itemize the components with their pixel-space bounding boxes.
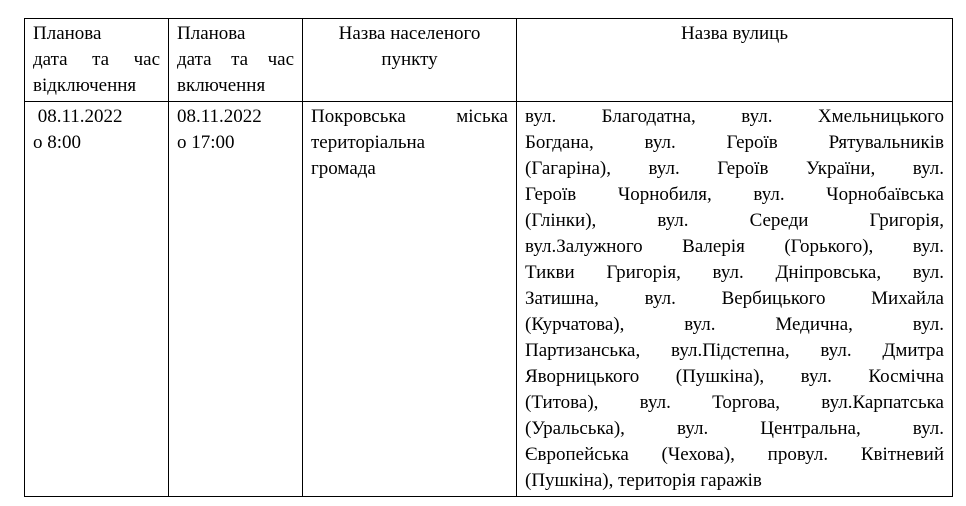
header-streets — [517, 19, 953, 102]
street-line: Яворницького (Пушкіна), вул. Космічна — [525, 366, 944, 387]
cell-settlement-line: Покровська міська — [311, 106, 508, 127]
header-on-datetime — [169, 19, 303, 102]
header-streets-line: Назва вулиць — [680, 23, 789, 44]
header-settlement — [303, 19, 517, 102]
street-line: (Пушкіна), територія гаражів — [525, 470, 762, 491]
street-line: вул. Благодатна, вул. Хмельницького — [525, 106, 944, 127]
header-off-line: Планова — [33, 23, 102, 44]
header-settlement-line: Назва населеного — [338, 23, 481, 44]
cell-on-date: 08.11.2022 — [177, 106, 262, 127]
street-line: вул.Залужного Валерія (Горького), вул. — [525, 236, 944, 257]
street-line: Партизанська, вул.Підстепна, вул. Дмитра — [525, 340, 944, 361]
street-line: (Курчатова), вул. Медична, вул. — [525, 314, 944, 335]
header-off-line: дата та час — [33, 49, 160, 70]
header-on-line: Планова — [177, 23, 246, 44]
street-line: (Гагаріна), вул. Героїв України, вул. — [525, 158, 944, 179]
cell-settlement-line: територіальна — [311, 132, 426, 153]
street-line: Затишна, вул. Вербицького Михайла — [525, 288, 944, 309]
street-line: (Уральська), вул. Центральна, вул. — [525, 418, 944, 439]
header-on-line: дата та час — [177, 49, 294, 70]
outage-schedule-table — [24, 18, 953, 497]
street-line: (Глінки), вул. Середи Григорія, — [525, 210, 944, 231]
table-row — [25, 102, 953, 497]
table-header-row — [25, 19, 953, 102]
street-line: Богдана, вул. Героїв Рятувальників — [525, 132, 944, 153]
header-off-line: відключення — [33, 75, 137, 96]
cell-off-time: о 8:00 — [33, 132, 82, 153]
cell-settlement — [303, 102, 517, 497]
header-settlement-line: пункту — [381, 49, 438, 70]
cell-on-datetime — [169, 102, 303, 497]
cell-streets — [517, 102, 953, 497]
cell-off-date: 08.11.2022 — [33, 106, 123, 127]
street-line: (Титова), вул. Торгова, вул.Карпатська — [525, 392, 944, 413]
header-on-line: включення — [177, 75, 266, 96]
header-off-datetime — [25, 19, 169, 102]
cell-off-datetime — [25, 102, 169, 497]
street-line: Героїв Чорнобиля, вул. Чорнобаївська — [525, 184, 944, 205]
street-line: Тикви Григорія, вул. Дніпровська, вул. — [525, 262, 944, 283]
cell-on-time: о 17:00 — [177, 132, 235, 153]
street-line: Європейська (Чехова), провул. Квітневий — [525, 444, 944, 465]
cell-settlement-line: громада — [311, 158, 376, 179]
